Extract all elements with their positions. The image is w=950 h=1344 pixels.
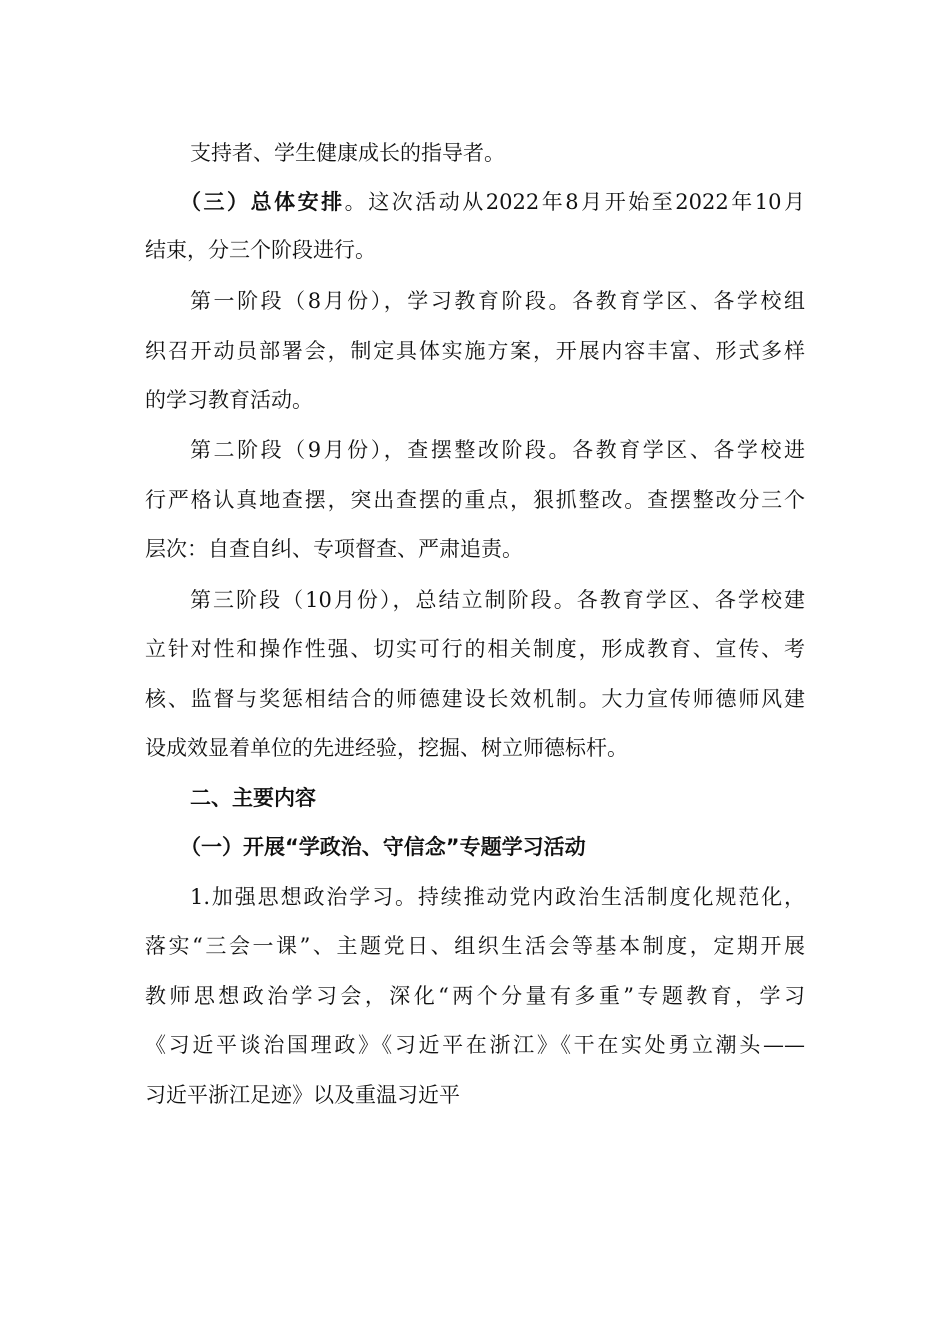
line-text: 立针对性和操作性强、切实可行的相关制度，形成教育、宣传、考 (145, 637, 805, 661)
line-text: 的学习教育活动。 (145, 388, 313, 412)
line-text: 核、监督与奖惩相结合的师德建设长效机制。大力宣传师德师风建 (145, 687, 805, 711)
subheading-overall-arrangement: （三）总体安排 (180, 190, 345, 214)
line-text: 支持者、学生健康成长的指导者。 (190, 141, 505, 165)
subsection-heading (180, 827, 805, 867)
line-text: 层次：自查自纠、专项督查、严肃追责。 (145, 537, 523, 561)
paragraph-line (190, 281, 805, 321)
line-text: 第一阶段（8月份），学习教育阶段。各教育学区、各学校组 (190, 289, 805, 313)
line-text: 设成效显着单位的先进经验，挖掘、树立师德标杆。 (145, 736, 628, 760)
paragraph-line (145, 728, 805, 768)
paragraph-line (145, 679, 805, 719)
paragraph-line (145, 1075, 805, 1115)
paragraph-line (190, 133, 805, 173)
section-heading-main-content (190, 778, 805, 818)
line-text: 教师思想政治学习会，深化“两个分量有多重”专题教育，学习 (145, 984, 805, 1008)
paragraph-line (190, 877, 805, 917)
heading-text: （一）开展“学政治、守信念”专题学习活动 (180, 835, 586, 859)
section-overall-arrangement (180, 182, 805, 222)
heading-text: 二、主要内容 (190, 786, 316, 810)
line-text: 落实“三会一课”、主题党日、组织生活会等基本制度，定期开展 (145, 934, 805, 958)
line-text: 习近平浙江足迹》以及重温习近平 (145, 1083, 460, 1107)
line-text: 行严格认真地查摆，突出查摆的重点，狠抓整改。查摆整改分三个 (145, 488, 805, 512)
paragraph-line (145, 1025, 805, 1065)
paragraph-line (190, 580, 805, 620)
paragraph-line (145, 230, 805, 270)
paragraph-line (145, 529, 805, 569)
line-text: 织召开动员部署会，制定具体实施方案，开展内容丰富、形式多样 (145, 339, 805, 363)
line-text: 。这次活动从2022年8月开始至2022年10月 (344, 190, 805, 214)
paragraph-line (190, 430, 805, 470)
paragraph-line (145, 380, 805, 420)
paragraph-line (145, 629, 805, 669)
paragraph-line (145, 976, 805, 1016)
line-text: 《习近平谈治国理政》《习近平在浙江》《干在实处勇立潮头—— (145, 1033, 805, 1057)
paragraph-line (145, 926, 805, 966)
line-text: 1.加强思想政治学习。持续推动党内政治生活制度化规范化， (190, 885, 805, 909)
line-text: 第二阶段（9月份），查摆整改阶段。各教育学区、各学校进 (190, 438, 805, 462)
line-text: 结束，分三个阶段进行。 (145, 238, 376, 262)
line-text: 第三阶段（10月份），总结立制阶段。各教育学区、各学校建 (190, 588, 805, 612)
paragraph-line (145, 480, 805, 520)
paragraph-line (145, 331, 805, 371)
